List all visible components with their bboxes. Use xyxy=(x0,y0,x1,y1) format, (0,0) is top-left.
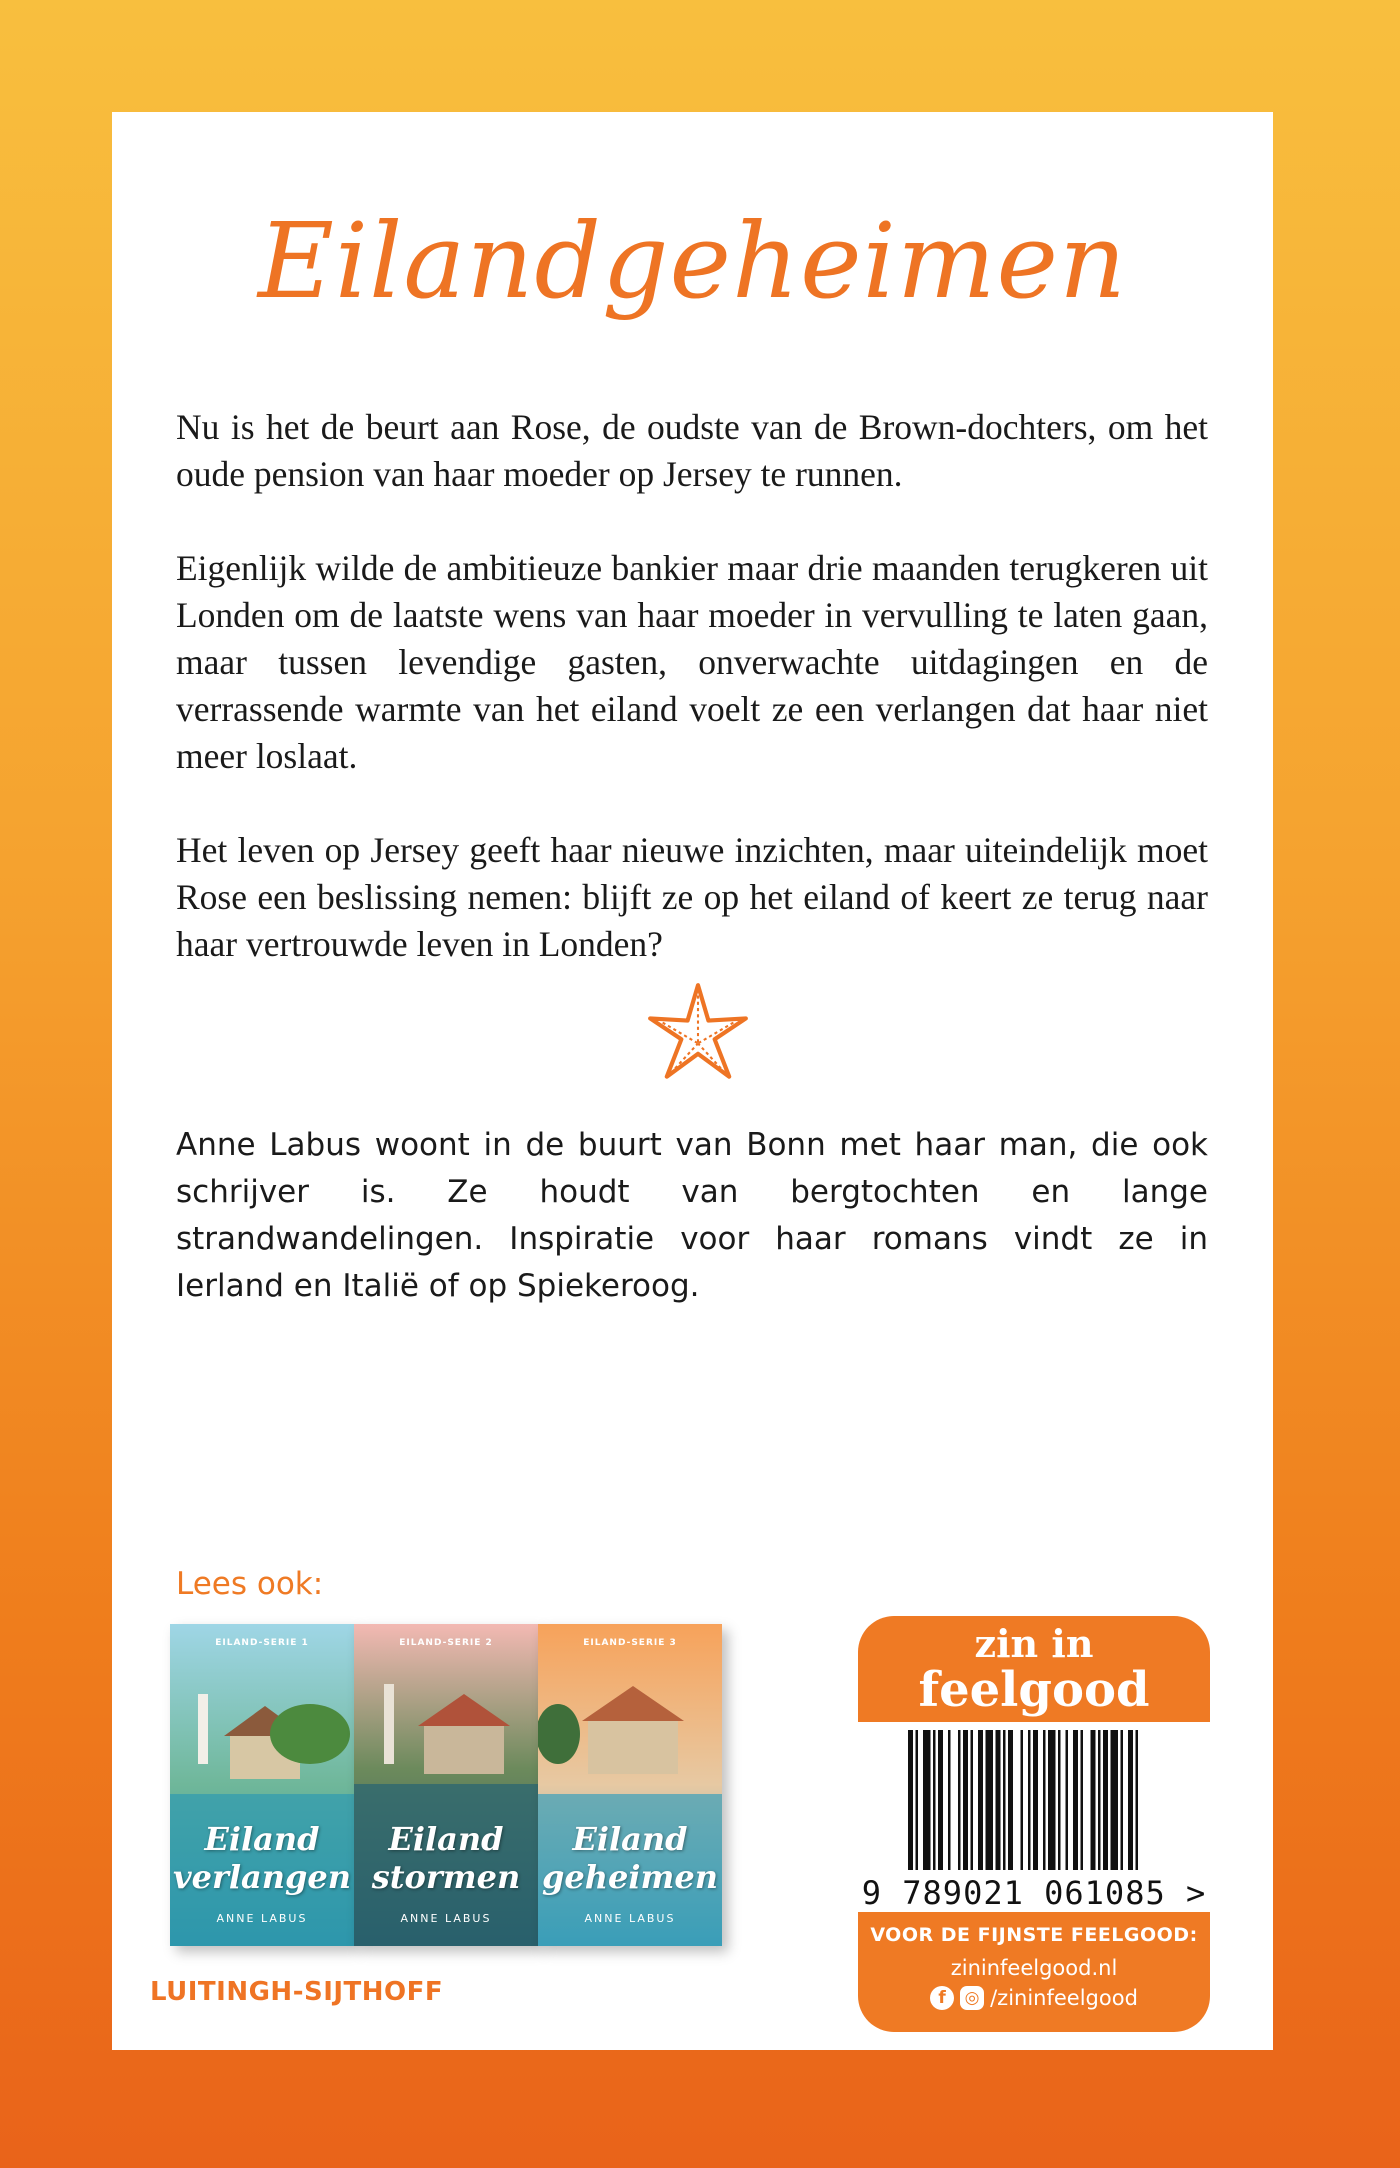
author-bio: Anne Labus woont in de buurt van Bonn met haar man, die ook schrijver is. Ze houdt van bergtochten en lange strandwandelingen. Inspiratie voor haar romans vindt ze in Ierland en Italië of op Spiekeroog. xyxy=(176,1127,1208,1304)
book-author-label: ANNE LABUS xyxy=(584,1912,676,1925)
lees-ook-label: Lees ook: xyxy=(176,1566,324,1602)
book-title-label: Eiland stormen xyxy=(371,1820,521,1896)
book-cover-eiland-geheimen xyxy=(538,1624,722,1946)
publisher-logo: LUITINGH-SIJTHOFF xyxy=(150,1977,444,2007)
blurb-paragraph-2: Eigenlijk wilde de ambitieuze bankier maar drie maanden terugkeren uit Londen om de laatste wens van haar moeder in vervulling te laten gaan, maar tussen levendige gasten, onverwachte uitdagingen en de verrassende warmte van het eiland voelt ze een verlangen dat haar niet meer loslaat. xyxy=(176,548,1208,776)
book-title-label: Eiland geheimen xyxy=(542,1820,718,1896)
blurb-paragraph-3: Het leven op Jersey geeft haar nieuwe inzichten, maar uiteindelijk moet Rose een beslissing nemen: blijft ze op het eiland of keert ze terug naar haar vertrouwde leven in Londen? xyxy=(176,830,1208,964)
social-row xyxy=(858,1986,1210,2010)
barcode-bars xyxy=(858,1722,1210,1872)
back-cover-panel xyxy=(112,112,1273,2050)
facebook-icon[interactable]: f xyxy=(930,1986,954,2010)
blurb xyxy=(176,404,1208,1015)
website-link[interactable]: zininfeelgood.nl xyxy=(950,1956,1118,1980)
info-headline: VOOR DE FIJNSTE FEELGOOD: xyxy=(870,1924,1198,1946)
imprint-line-1: zin in xyxy=(974,1621,1094,1666)
info-box xyxy=(858,1912,1210,2032)
book-series-label: EILAND-SERIE 2 xyxy=(399,1638,493,1648)
instagram-icon[interactable]: ◎ xyxy=(960,1986,984,2010)
book-cover-eiland-verlangen xyxy=(170,1624,354,1946)
isbn-number: 9 789021 061085 > xyxy=(861,1874,1207,1912)
book-title: Eilandgeheimen xyxy=(257,200,1128,322)
social-handle[interactable]: /zininfeelgood xyxy=(990,1986,1138,2010)
book-cover-eiland-stormen xyxy=(354,1624,538,1946)
book-author-label: ANNE LABUS xyxy=(216,1912,308,1925)
book-series-label: EILAND-SERIE 3 xyxy=(583,1638,677,1648)
blurb-paragraph-1: Nu is het de beurt aan Rose, de oudste van de Brown-dochters, om het oude pension van haar moeder op Jersey te runnen. xyxy=(176,407,1208,494)
book-author-label: ANNE LABUS xyxy=(400,1912,492,1925)
book-series-label: EILAND-SERIE 1 xyxy=(215,1638,309,1648)
starfish-icon xyxy=(646,980,750,1086)
imprint-line-2: feelgood xyxy=(918,1662,1150,1718)
barcode xyxy=(858,1722,1210,1918)
book-title-label: Eiland verlangen xyxy=(173,1820,351,1896)
imprint-logo xyxy=(858,1616,1210,1722)
